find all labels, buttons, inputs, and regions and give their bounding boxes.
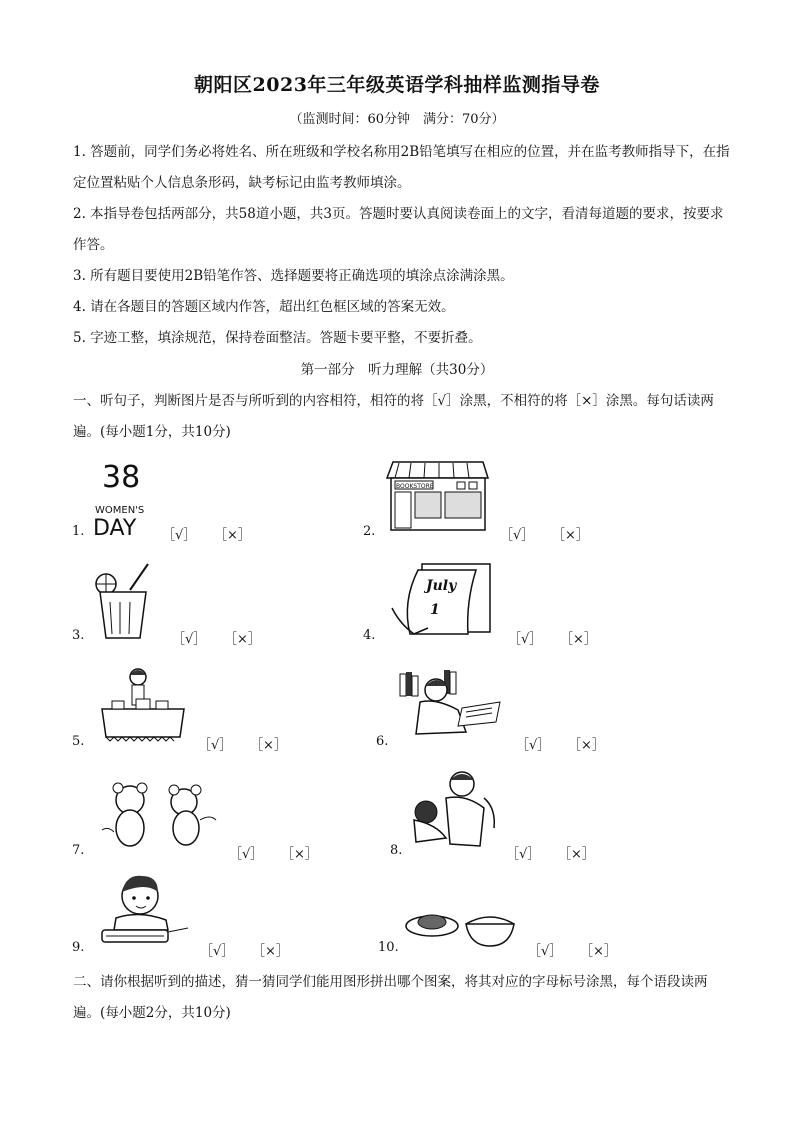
dentist-image [406,768,500,848]
bookstore-image [385,460,490,532]
answer-false[interactable]: ［×］ [552,528,589,543]
answer-true[interactable]: ［√］ [508,632,543,647]
answer-false[interactable]: ［×］ [224,632,261,647]
question-number: 7. [72,843,85,858]
svg-text:38: 38 [102,460,141,495]
calendar-image [388,562,493,638]
answer-true[interactable]: ［√］ [528,944,563,959]
instruction-3: 3. 所有题目要使用2B铅笔作答、选择题要将正确选项的填涂点涂满涂黑。 [73,268,514,284]
page-title: 朝阳区2023年三年级英语学科抽样监测指导卷 [194,74,600,96]
instruction-4: 4. 请在各题目的答题区域内作答，超出红色框区域的答案无效。 [73,299,455,315]
section2-instruction: 二、请你根据听到的描述，猜一猜同学们能用图形拼出哪个图案，将其对应的字母标号涂黑，每个语段读两遍。(每小题2分，共10分) [73,974,708,1021]
man-reading-books-image [396,662,504,744]
answer-false[interactable]: ［×］ [558,847,595,862]
question-number: 2. [363,524,376,539]
section1-instruction: 一、听句子，判断图片是否与所听到的内容相符，相符的将［√］涂黑，不相符的将［×］涂黑。每句话读两遍。(每小题1分，共10分) [73,393,714,440]
answer-true[interactable]: ［√］ [200,944,235,959]
girl-at-table-image [98,665,188,743]
part1-heading: 第一部分 听力理解（共30分） [300,362,494,378]
question-number: 10. [378,940,399,955]
answer-false[interactable]: ［×］ [568,738,605,753]
instruction-2: 2. 本指导卷包括两部分，共58道小题，共3页。答题时要认真阅读卷面上的文字，看清每道题的要求，按要求作答。 [73,206,724,253]
svg-text:WOMEN'S: WOMEN'S [95,505,145,516]
instruction-1: 1. 答题前，同学们务必将姓名、所在班级和学校名称用2B铅笔填写在相应的位置，并在监考教师指导下，在指定位置粘贴个人信息条形码，缺考标记由监考教师填涂。 [73,144,730,191]
answer-true[interactable]: ［√］ [198,738,233,753]
womens-day-logo [90,455,158,537]
answer-true[interactable]: ［√］ [516,738,551,753]
question-number: 8. [390,843,403,858]
teddy-bears-image [100,780,218,852]
svg-text:1: 1 [430,602,440,618]
exam-duration: （监测时间：60分钟 满分：70分） [289,112,505,127]
question-number: 6. [376,734,389,749]
answer-true[interactable]: ［√］ [229,847,264,862]
answer-true[interactable]: ［√］ [162,528,197,543]
instruction-5: 5. 字迹工整，填涂规范，保持卷面整洁。答题卡要平整，不要折叠。 [73,330,482,346]
answer-false[interactable]: ［×］ [281,847,318,862]
food-plates-image [404,900,520,950]
answer-true[interactable]: ［√］ [506,847,541,862]
answer-false[interactable]: ［×］ [252,944,289,959]
answer-false[interactable]: ［×］ [214,528,251,543]
answer-true[interactable]: ［√］ [172,632,207,647]
answer-false[interactable]: ［×］ [560,632,597,647]
question-number: 4. [363,628,376,643]
question-number: 5. [72,734,85,749]
juice-glass-image [90,562,160,642]
question-number: 9. [72,940,85,955]
svg-text:July: July [426,578,457,594]
answer-false[interactable]: ［×］ [250,738,287,753]
question-number: 1. [72,524,85,539]
question-number: 3. [72,628,85,643]
svg-text:DAY: DAY [93,516,137,537]
boy-with-cake-image [96,870,190,950]
answer-false[interactable]: ［×］ [580,944,617,959]
answer-true[interactable]: ［√］ [500,528,535,543]
svg-text:BOOKSTORE: BOOKSTORE [396,483,434,490]
